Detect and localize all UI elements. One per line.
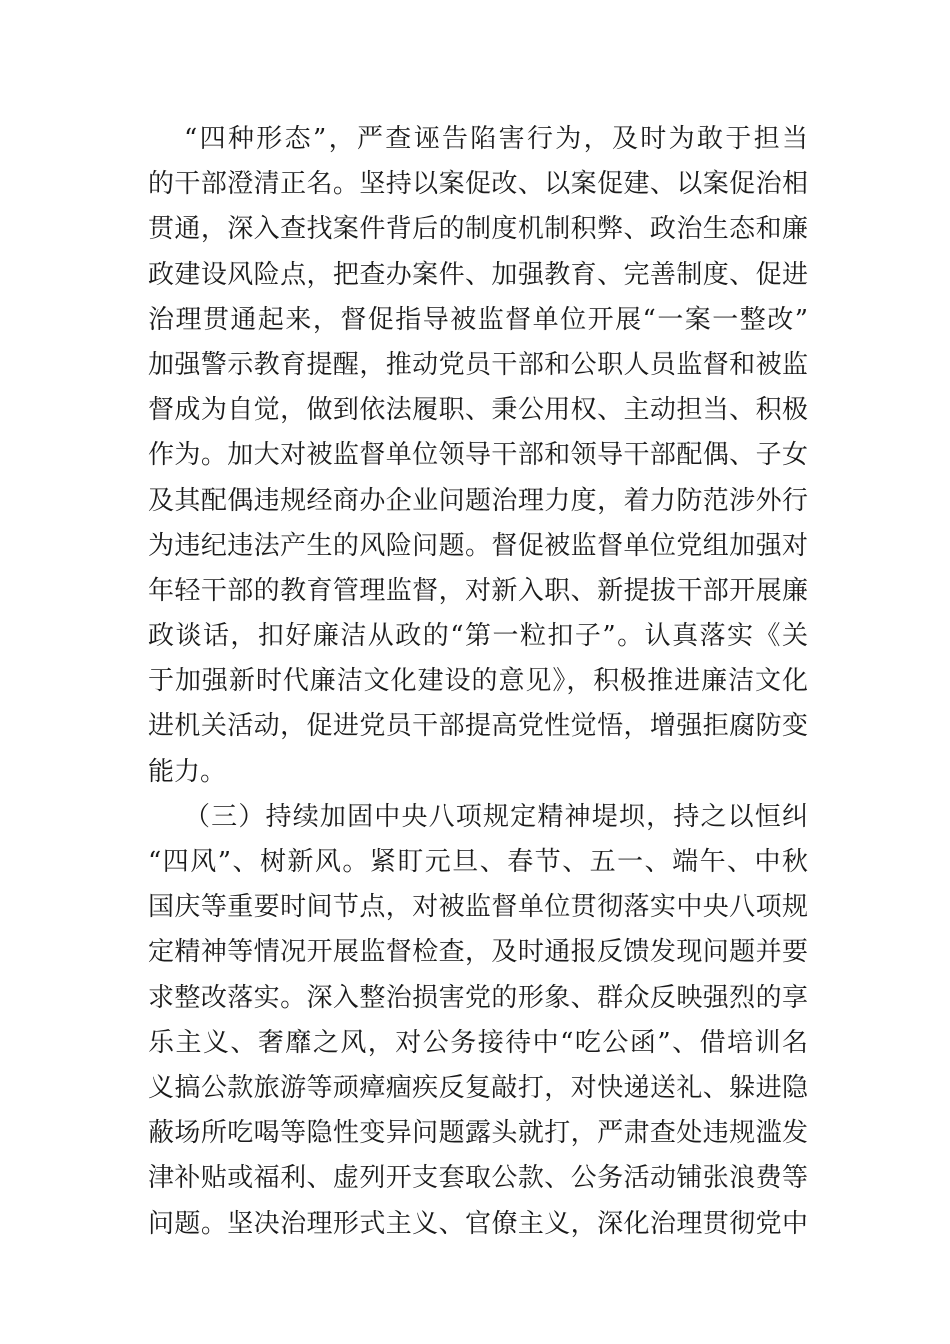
text-line: 加强警示教育提醒，推动党员干部和公职人员监督和被监	[148, 349, 808, 380]
text-line: 督成为自觉，做到依法履职、秉公用权、主动担当、积极	[148, 395, 808, 426]
text-line: 乐主义、奢靡之风，对公务接待中“吃公函”、借培训名	[148, 1027, 808, 1058]
text-line: 作为。加大对被监督单位领导干部和领导干部配偶、子女	[148, 440, 808, 471]
text-line: 政谈话，扣好廉洁从政的“第一粒扣子”。认真落实《关	[148, 621, 808, 652]
text-line: “四风”、树新风。紧盯元旦、春节、五一、端午、中秋	[148, 847, 808, 877]
text-line: 年轻干部的教育管理监督，对新入职、新提拔干部开展廉	[148, 575, 808, 606]
body-text	[148, 117, 808, 1247]
text-line: 贯通，深入查找案件背后的制度机制积弊、政治生态和廉	[148, 214, 808, 245]
text-line: 能力。	[148, 756, 227, 787]
text-line: 于加强新时代廉洁文化建设的意见》，积极推进廉洁文化	[148, 666, 808, 697]
text-line: 治理贯通起来，督促指导被监督单位开展“一案一整改”	[148, 304, 808, 335]
text-line: 求整改落实。深入整治损害党的形象、群众反映强烈的享	[148, 982, 808, 1013]
text-line: “四种形态”，严查诬告陷害行为，及时为敢于担当	[184, 124, 808, 154]
text-line: 定精神等情况开展监督检查，及时通报反馈发现问题并要	[148, 937, 808, 968]
text-line: 为违纪违法产生的风险问题。督促被监督单位党组加强对	[148, 530, 808, 561]
text-line: 国庆等重要时间节点，对被监督单位贯彻落实中央八项规	[148, 892, 808, 923]
section-heading-line: （三）持续加固中央八项规定精神堤坝，持之以恒纠	[184, 801, 808, 832]
text-line: 政建设风险点，把查办案件、加强教育、完善制度、促进	[148, 259, 808, 290]
text-line: 的干部澄清正名。坚持以案促改、以案促建、以案促治相	[148, 169, 808, 200]
text-line: 津补贴或福利、虚列开支套取公款、公务活动铺张浪费等	[148, 1163, 808, 1194]
text-line: 问题。坚决治理形式主义、官僚主义，深化治理贯彻党中	[148, 1208, 808, 1239]
text-line: 蔽场所吃喝等隐性变异问题露头就打，严肃查处违规滥发	[148, 1118, 808, 1149]
text-line: 进机关活动，促进党员干部提高党性觉悟，增强拒腐防变	[148, 711, 808, 742]
text-line: 及其配偶违规经商办企业问题治理力度，着力防范涉外行	[148, 485, 808, 516]
text-line: 义搞公款旅游等顽瘴痼疾反复敲打，对快递送礼、躲进隐	[148, 1072, 808, 1103]
